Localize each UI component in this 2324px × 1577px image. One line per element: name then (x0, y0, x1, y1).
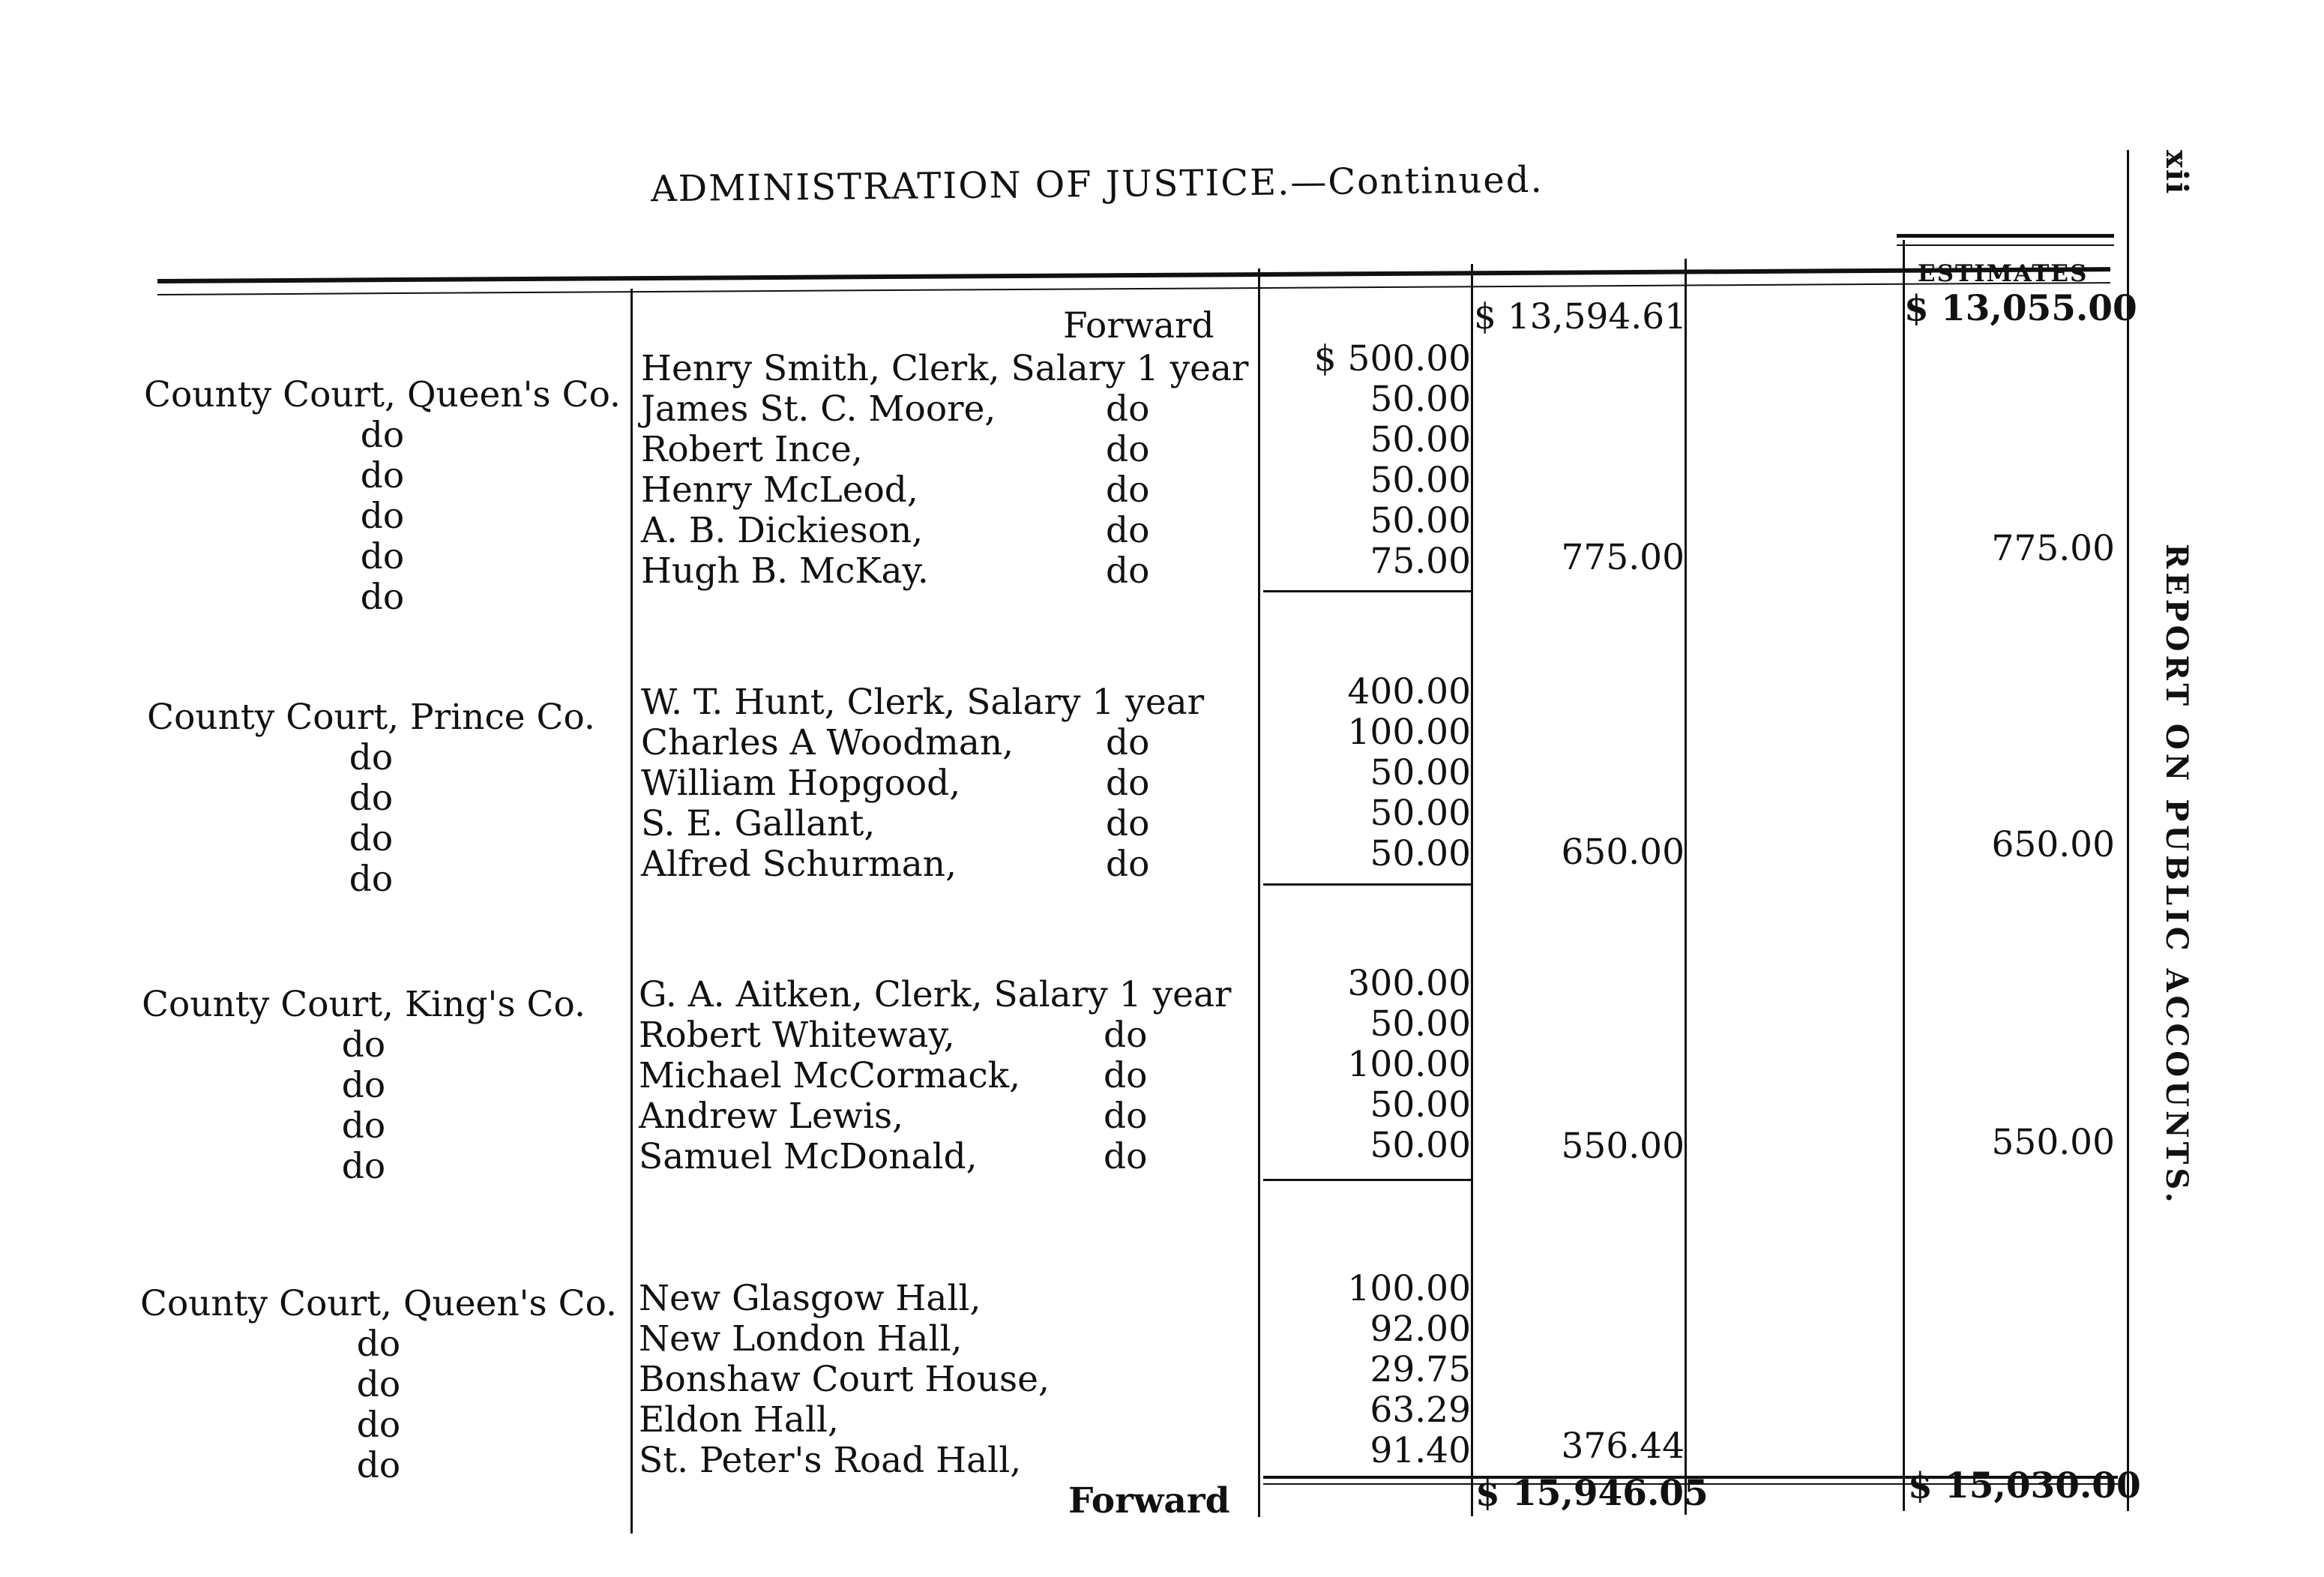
group-estimate: 775.00 (1991, 528, 2115, 569)
group-total: 650.00 (1561, 832, 1685, 873)
group-1-courts (135, 375, 630, 618)
ditto-mark: do (360, 577, 405, 618)
payee-name: St. Peter's Road Hall, (639, 1440, 1022, 1481)
payee-name: Eldon Hall, (639, 1399, 839, 1441)
table-row (641, 349, 1248, 389)
amount-cell: 50.00 (1370, 1084, 1471, 1126)
ditto-mark: do (349, 859, 394, 900)
top-rule-thin (157, 282, 2110, 295)
amount-cell: $ 500.00 (1313, 338, 1471, 379)
running-title: REPORT ON PUBLIC ACCOUNTS. (2159, 544, 2194, 1207)
ditto-mark: do (1106, 844, 1150, 885)
payee-name: Michael McCormack, (639, 1055, 1021, 1096)
table-row (639, 1441, 1021, 1481)
group-estimate: 550.00 (1991, 1122, 2115, 1163)
ditto-mark: do (1106, 429, 1150, 470)
amount-cell: 92.00 (1370, 1309, 1471, 1350)
court-label: County Court, King's Co. (142, 984, 585, 1025)
estimates-rule-thin (1897, 244, 2114, 246)
subtotal-rule (1263, 590, 1472, 592)
divider-names-amounts (1258, 268, 1260, 1517)
payee-name: Bonshaw Court House, (639, 1359, 1050, 1400)
ditto-mark: do (341, 1146, 386, 1187)
table-row (639, 1015, 1148, 1056)
divider-amounts-totals (1471, 264, 1473, 1516)
ditto-mark: do (1106, 510, 1150, 551)
divider-totals-blank (1685, 259, 1687, 1515)
table-row (641, 722, 1150, 763)
group-4-courts (131, 1284, 626, 1486)
amount-cell: 50.00 (1370, 752, 1471, 793)
ditto-mark: do (360, 415, 405, 456)
estimates-heading: ESTIMATES (1918, 260, 2089, 287)
subtotal-rule (1263, 883, 1472, 886)
ditto-mark: do (1104, 1015, 1148, 1056)
table-row (639, 1279, 981, 1319)
ditto-mark: do (1106, 763, 1150, 804)
forward-in-label: Forward (1063, 305, 1214, 346)
forward-in-estimate: $ 13,055.00 (1904, 288, 2137, 329)
amount-cell: 400.00 (1347, 671, 1471, 712)
payee-name: Charles A Woodman, (641, 722, 1014, 763)
payee-name: James St. C. Moore, (641, 388, 996, 430)
table-row (641, 550, 1150, 592)
amount-cell: 91.40 (1370, 1430, 1471, 1471)
ditto-mark: do (360, 496, 405, 537)
amount-cell: 50.00 (1370, 833, 1471, 874)
table-row (641, 682, 1204, 723)
amount-cell: 75.00 (1370, 541, 1471, 582)
payee-name: Andrew Lewis, (639, 1096, 904, 1137)
table-row (639, 1136, 1148, 1177)
ditto-mark: do (1106, 469, 1150, 511)
ditto-mark: do (1106, 388, 1150, 430)
payee-name: Hugh B. McKay. (641, 550, 929, 592)
ditto-mark: do (1104, 1055, 1148, 1096)
divider-blank-estimates (1903, 240, 1905, 1511)
payee-name: Alfred Schurman, (641, 844, 957, 885)
payee-name: William Hopgood, (641, 763, 961, 804)
ditto-mark: do (356, 1445, 401, 1486)
payee-name: Henry Smith, Clerk, Salary 1 year (641, 348, 1249, 389)
ditto-mark: do (356, 1405, 401, 1446)
table-row (641, 469, 1150, 511)
ditto-mark: do (1104, 1136, 1148, 1177)
ditto-mark: do (356, 1364, 401, 1405)
ditto-mark: do (1106, 550, 1150, 592)
table-row (639, 1400, 839, 1441)
ditto-mark: do (1106, 803, 1150, 844)
table-row (641, 763, 1150, 804)
table-row (639, 1319, 963, 1360)
group-estimate: 650.00 (1991, 824, 2115, 865)
ditto-mark: do (341, 1105, 386, 1147)
payee-name: W. T. Hunt, Clerk, Salary 1 year (641, 682, 1205, 723)
table-row (639, 1096, 1148, 1137)
ditto-mark: do (360, 536, 405, 577)
payee-name: Robert Whiteway, (639, 1015, 955, 1056)
group-2-courts (124, 697, 618, 900)
top-rule (157, 267, 2110, 283)
amount-cell: 300.00 (1347, 963, 1471, 1004)
amount-cell: 50.00 (1370, 379, 1471, 420)
court-label: County Court, Queen's Co. (140, 1283, 617, 1324)
ditto-mark: do (1106, 722, 1150, 763)
ditto-mark: do (341, 1065, 386, 1106)
group-total: 550.00 (1561, 1126, 1685, 1167)
amount-cell: 50.00 (1370, 1125, 1471, 1166)
amount-cell: 29.75 (1370, 1349, 1471, 1390)
court-label: County Court, Prince Co. (147, 697, 595, 738)
payee-name: Henry McLeod, (641, 469, 918, 511)
ditto-mark: do (349, 778, 394, 819)
forward-out-label: Forward (1068, 1480, 1230, 1522)
table-row (641, 510, 1150, 551)
payee-name: G. A. Aitken, Clerk, Salary 1 year (639, 974, 1232, 1015)
ditto-mark: do (349, 737, 394, 778)
group-total: 376.44 (1561, 1426, 1685, 1467)
payee-name: S. E. Gallant, (641, 803, 876, 844)
amount-cell: 50.00 (1370, 419, 1471, 460)
table-row (639, 1055, 1148, 1096)
page-heading: ADMINISTRATION OF JUSTICE.—Continued. (650, 158, 1544, 211)
ditto-mark: do (349, 818, 394, 859)
estimates-rule (1897, 234, 2114, 238)
payee-name: New London Hall, (639, 1318, 963, 1360)
ditto-mark: do (341, 1024, 386, 1066)
amount-cell: 63.29 (1370, 1390, 1471, 1431)
table-row (641, 844, 1150, 885)
divider-court-names (630, 289, 633, 1534)
subtotal-rule (1263, 1179, 1472, 1181)
forward-out-estimate: $ 15,030.00 (1908, 1465, 2141, 1507)
table-row (639, 975, 1231, 1015)
table-row (641, 429, 1150, 470)
divider-estimates-edge (2127, 150, 2129, 1511)
payee-name: Robert Ince, (641, 429, 863, 470)
payee-name: A. B. Dickieson, (641, 510, 924, 551)
ditto-mark: do (1104, 1096, 1148, 1137)
amount-cell: 100.00 (1347, 1268, 1471, 1309)
table-row (641, 803, 1150, 844)
amount-cell: 50.00 (1370, 460, 1471, 501)
payee-name: New Glasgow Hall, (639, 1278, 981, 1319)
page-number: xii (2159, 150, 2194, 196)
court-label: County Court, Queen's Co. (144, 374, 621, 415)
group-3-courts (116, 985, 611, 1187)
amount-cell: 100.00 (1347, 712, 1471, 753)
amount-cell: 50.00 (1370, 1003, 1471, 1045)
table-row (639, 1360, 1050, 1400)
amount-cell: 50.00 (1370, 793, 1471, 834)
table-row (641, 388, 1150, 430)
group-total: 775.00 (1561, 537, 1685, 578)
ditto-mark: do (360, 455, 405, 496)
payee-name: Samuel McDonald, (639, 1136, 978, 1177)
forward-out-total: $ 15,946.05 (1475, 1473, 1709, 1514)
forward-in-total: $ 13,594.61 (1474, 296, 1688, 337)
amount-cell: 100.00 (1347, 1044, 1471, 1085)
amount-cell: 50.00 (1370, 500, 1471, 541)
ditto-mark: do (356, 1324, 401, 1365)
